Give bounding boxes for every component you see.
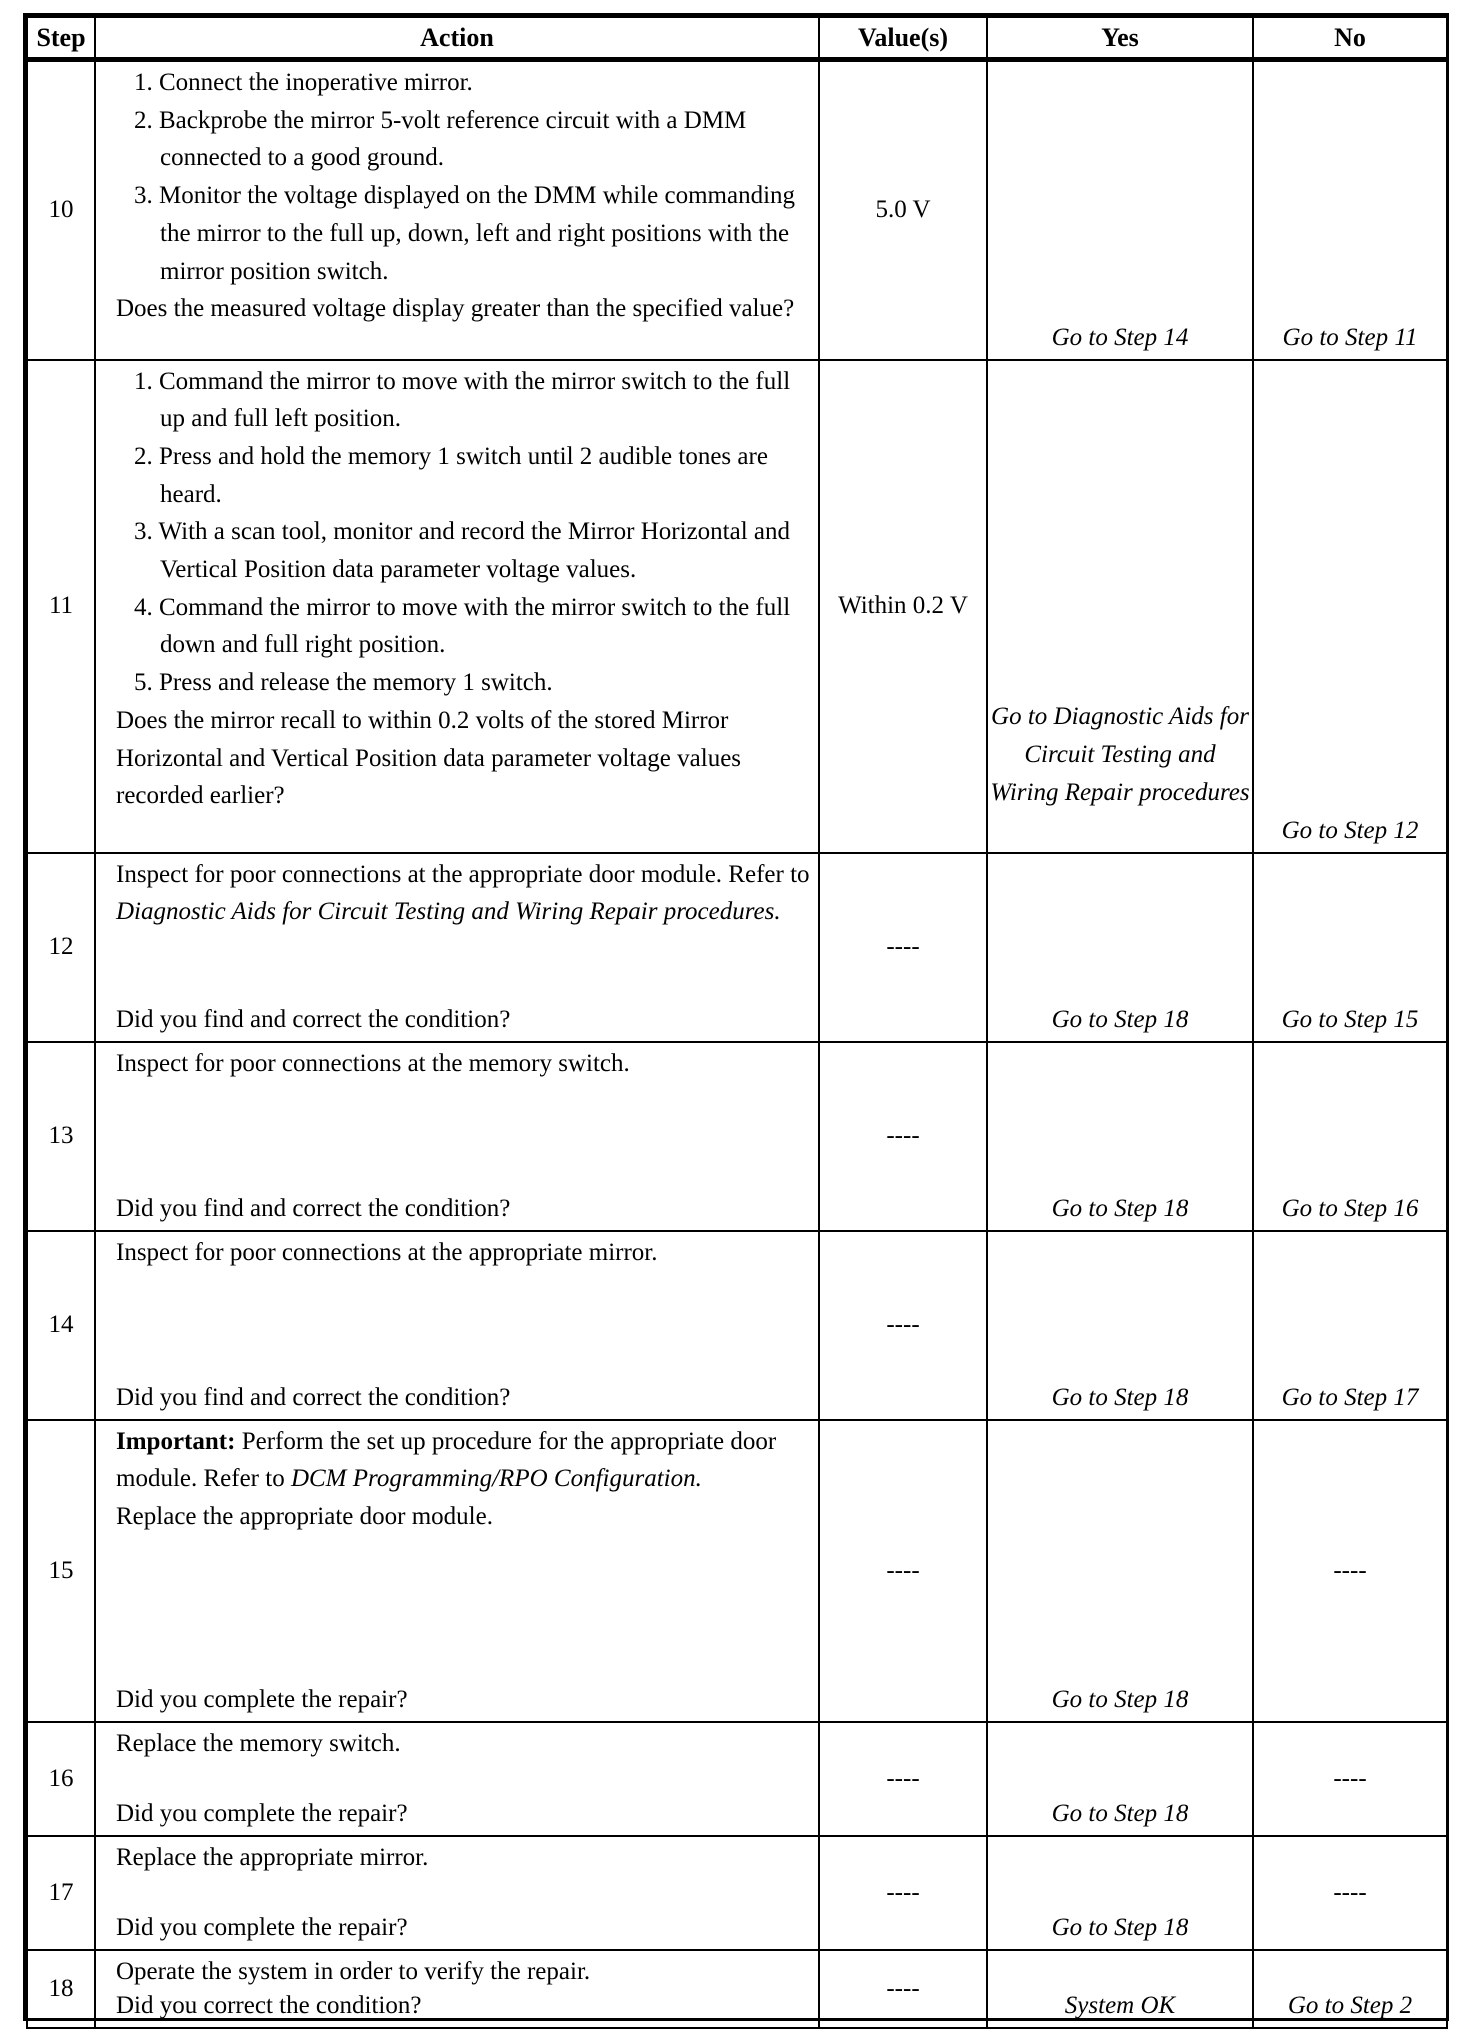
header-values: Value(s) bbox=[819, 17, 987, 60]
action-item: 1. Command the mirror to move with the mirror switch to the full up and full left position. bbox=[134, 367, 791, 433]
yes-result: Go to Step 18 bbox=[1051, 1383, 1189, 1411]
no-cell: ---- bbox=[1253, 1420, 1447, 1722]
step-number: 14 bbox=[27, 1231, 95, 1420]
yes-result: Go to Step 18 bbox=[1051, 1685, 1189, 1713]
action-text: Replace the appropriate door module. bbox=[116, 1502, 493, 1530]
no-result: Go to Step 16 bbox=[1281, 1194, 1419, 1222]
table-row-step-18 bbox=[27, 1950, 1447, 2028]
header-yes: Yes bbox=[987, 17, 1253, 60]
table-row-step-11 bbox=[27, 360, 1447, 853]
table-row-step-16 bbox=[27, 1722, 1447, 1836]
header-action: Action bbox=[95, 17, 819, 60]
yes-result: Go to Diagnostic Aids for Circuit Testing and Wiring Repair procedures bbox=[990, 703, 1250, 806]
action-item: 4. Command the mirror to move with the mirror switch to the full down and full right position. bbox=[134, 593, 791, 659]
no-cell: ---- bbox=[1253, 1836, 1447, 1950]
table-row-step-10 bbox=[27, 60, 1447, 360]
value-cell: ---- bbox=[819, 1231, 987, 1420]
no-result: Go to Step 11 bbox=[1282, 323, 1418, 351]
no-result: Go to Step 2 bbox=[1287, 1991, 1413, 2019]
yes-cell bbox=[987, 1420, 1253, 1722]
value-cell: ---- bbox=[819, 1722, 987, 1836]
action-question: Did you correct the condition? bbox=[116, 1991, 422, 2019]
header-no: No bbox=[1253, 17, 1447, 60]
no-result: Go to Step 17 bbox=[1281, 1383, 1419, 1411]
important-text: Perform the set up procedure for the appropriate door module. Refer to bbox=[116, 1427, 777, 1493]
action-question: Does the measured voltage display greater than the specified value? bbox=[116, 295, 795, 323]
action-list bbox=[116, 64, 812, 290]
yes-result: Go to Step 18 bbox=[1051, 1194, 1189, 1222]
no-cell bbox=[1253, 360, 1447, 853]
no-cell bbox=[1253, 60, 1447, 360]
table-row-step-15 bbox=[27, 1420, 1447, 1722]
diagnostic-table bbox=[26, 16, 1448, 2029]
action-question: Did you find and correct the condition? bbox=[116, 1194, 511, 1222]
action-cell bbox=[95, 853, 819, 1042]
important-label: Important: bbox=[116, 1427, 236, 1455]
yes-cell bbox=[987, 1722, 1253, 1836]
no-cell bbox=[1253, 1231, 1447, 1420]
diagnostic-table-page bbox=[23, 13, 1449, 2021]
action-cell bbox=[95, 60, 819, 360]
table-row-step-13 bbox=[27, 1042, 1447, 1231]
action-question: Did you complete the repair? bbox=[116, 1685, 408, 1713]
action-text: Inspect for poor connections at the appropriate door module. Refer to bbox=[116, 860, 810, 888]
important-note bbox=[116, 1423, 812, 1498]
value-cell: ---- bbox=[819, 1950, 987, 2028]
step-number: 16 bbox=[27, 1722, 95, 1836]
yes-cell bbox=[987, 360, 1253, 853]
value-cell: Within 0.2 V bbox=[819, 360, 987, 853]
action-list bbox=[116, 363, 812, 702]
action-cell bbox=[95, 1420, 819, 1722]
step-number: 13 bbox=[27, 1042, 95, 1231]
action-question: Did you complete the repair? bbox=[116, 1799, 408, 1827]
reference-link-text: DCM Programming/RPO Configuration. bbox=[290, 1465, 702, 1493]
value-cell: ---- bbox=[819, 853, 987, 1042]
action-text: Operate the system in order to verify the repair. bbox=[116, 1957, 591, 1985]
action-item: 2. Press and hold the memory 1 switch until 2 audible tones are heard. bbox=[134, 442, 768, 508]
value-cell: 5.0 V bbox=[819, 60, 987, 360]
no-result: Go to Step 12 bbox=[1281, 816, 1419, 844]
step-number: 18 bbox=[27, 1950, 95, 2028]
step-number: 17 bbox=[27, 1836, 95, 1950]
action-text: Inspect for poor connections at the appropriate mirror. bbox=[116, 1238, 658, 1266]
action-item: 1. Connect the inoperative mirror. bbox=[134, 69, 473, 96]
action-item: 5. Press and release the memory 1 switch. bbox=[134, 669, 553, 697]
yes-result: Go to Step 18 bbox=[1051, 1799, 1189, 1827]
action-item: 3. Monitor the voltage displayed on the DMM while commanding the mirror to the full up, down, left and right positions with the mirror position switch. bbox=[134, 182, 796, 285]
step-number: 10 bbox=[27, 60, 95, 360]
action-cell bbox=[95, 1231, 819, 1420]
no-result: Go to Step 15 bbox=[1281, 1005, 1419, 1033]
action-cell bbox=[95, 360, 819, 853]
table-row-step-12 bbox=[27, 853, 1447, 1042]
yes-result: Go to Step 18 bbox=[1051, 1913, 1189, 1941]
yes-result: System OK bbox=[1064, 1991, 1176, 2019]
yes-result: Go to Step 14 bbox=[1051, 323, 1189, 351]
action-cell bbox=[95, 1950, 819, 2028]
action-question: Does the mirror recall to within 0.2 volts of the stored Mirror Horizontal and Vertical Position data parameter voltage values recorded earlier? bbox=[116, 706, 742, 810]
no-cell bbox=[1253, 1950, 1447, 2028]
action-question: Did you find and correct the condition? bbox=[116, 1383, 511, 1411]
action-item: 3. With a scan tool, monitor and record the Mirror Horizontal and Vertical Position data parameter voltage values. bbox=[134, 518, 790, 584]
value-cell: ---- bbox=[819, 1042, 987, 1231]
action-question: Did you find and correct the condition? bbox=[116, 1005, 511, 1033]
step-number: 15 bbox=[27, 1420, 95, 1722]
step-number: 12 bbox=[27, 853, 95, 1042]
header-row bbox=[27, 17, 1447, 60]
value-cell: ---- bbox=[819, 1836, 987, 1950]
table-row-step-17 bbox=[27, 1836, 1447, 1950]
yes-cell bbox=[987, 1836, 1253, 1950]
header-step: Step bbox=[27, 17, 95, 60]
yes-result: Go to Step 18 bbox=[1051, 1005, 1189, 1033]
step-number: 11 bbox=[27, 360, 95, 853]
table-row-step-14 bbox=[27, 1231, 1447, 1420]
no-cell bbox=[1253, 853, 1447, 1042]
action-text: Replace the memory switch. bbox=[116, 1729, 401, 1757]
action-text: Replace the appropriate mirror. bbox=[116, 1843, 429, 1871]
value-cell: ---- bbox=[819, 1420, 987, 1722]
yes-cell bbox=[987, 60, 1253, 360]
yes-cell bbox=[987, 1042, 1253, 1231]
yes-cell bbox=[987, 1950, 1253, 2028]
action-cell bbox=[95, 1722, 819, 1836]
yes-cell bbox=[987, 853, 1253, 1042]
reference-link-text: Diagnostic Aids for Circuit Testing and Wiring Repair procedures. bbox=[116, 898, 781, 926]
action-question: Did you complete the repair? bbox=[116, 1913, 408, 1941]
yes-cell bbox=[987, 1231, 1253, 1420]
action-cell bbox=[95, 1836, 819, 1950]
action-cell bbox=[95, 1042, 819, 1231]
no-cell: ---- bbox=[1253, 1722, 1447, 1836]
no-cell bbox=[1253, 1042, 1447, 1231]
action-item: 2. Backprobe the mirror 5-volt reference circuit with a DMM connected to a good ground. bbox=[134, 106, 747, 172]
action-text: Inspect for poor connections at the memory switch. bbox=[116, 1049, 630, 1077]
